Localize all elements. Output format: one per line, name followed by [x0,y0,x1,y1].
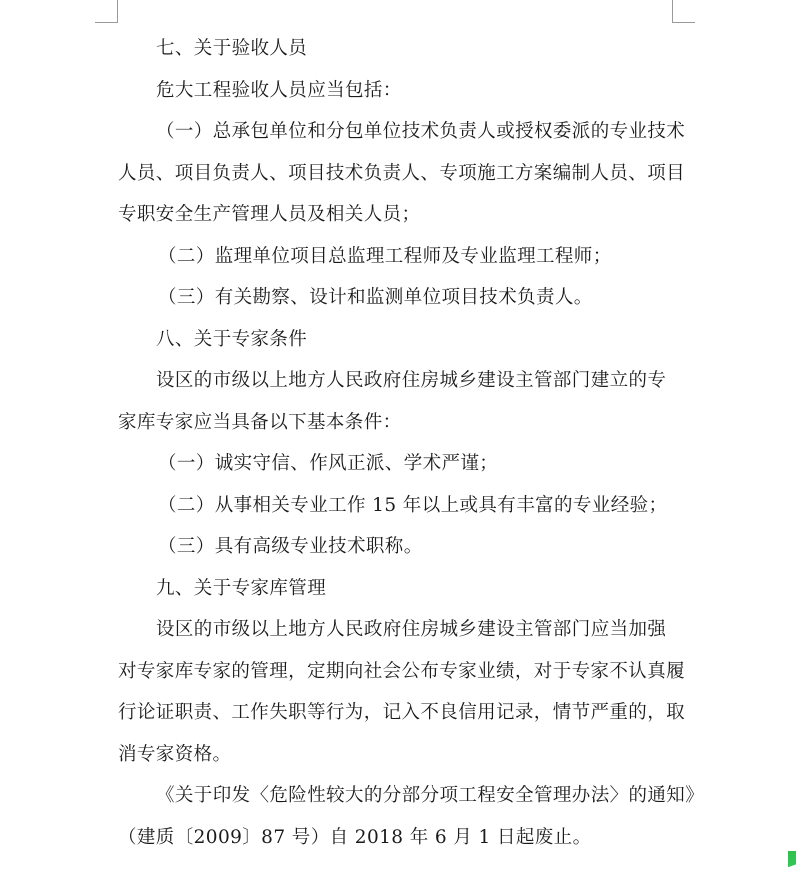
paragraph-line: 行论证职责、工作失职等行为，记入不良信用记录，情节严重的，取 [118,702,686,723]
paragraph-line: 危大工程验收人员应当包括： [156,79,402,101]
section-heading: 七、关于验收人员 [156,38,308,59]
paragraph-line: 专职安全生产管理人员及相关人员； [118,204,421,225]
list-item-line: （一）诚实守信、作风正派、学术严谨； [158,453,499,474]
list-item-line: （一）总承包单位和分包单位技术负责人或授权委派的专业技术 [156,121,686,142]
list-item-line: （三）有关勘察、设计和监测单位项目技术负责人。 [158,287,593,308]
paragraph-line: 设区的市级以上地方人民政府住房城乡建设主管部门建立的专 [156,370,667,391]
paragraph-line: 人员、项目负责人、项目技术负责人、专项施工方案编制人员、项目 [118,162,686,184]
paragraph-line: 消专家资格。 [118,743,232,765]
paragraph-line: 《关于印发〈危险性较大的分部分项工程安全管理办法〉的通知》 [156,785,705,806]
list-item-line: （二）从事相关专业工作 15 年以上或具有丰富的专业经验； [158,494,668,516]
edge-indicator-icon [788,851,796,875]
list-item-line: （二）监理单位项目总监理工程师及专业监理工程师； [158,245,612,267]
document-body [118,28,705,858]
section-heading: 八、关于专家条件 [156,328,308,350]
list-item-line: （三）具有高级专业技术职称。 [158,536,423,557]
paragraph-line: 对专家库专家的管理，定期向社会公布专家业绩，对于专家不认真履 [118,660,686,682]
paragraph-line: 设区的市级以上地方人民政府住房城乡建设主管部门应当加强 [156,619,667,640]
margin-corner-mark-top-left [95,0,118,23]
section-heading: 九、关于专家库管理 [156,577,327,599]
margin-corner-mark-top-right [672,0,695,23]
paragraph-line: 家库专家应当具备以下基本条件： [118,411,402,433]
paragraph-line: （建质〔2009〕87 号）自 2018 年 6 月 1 日起废止。 [118,826,592,848]
